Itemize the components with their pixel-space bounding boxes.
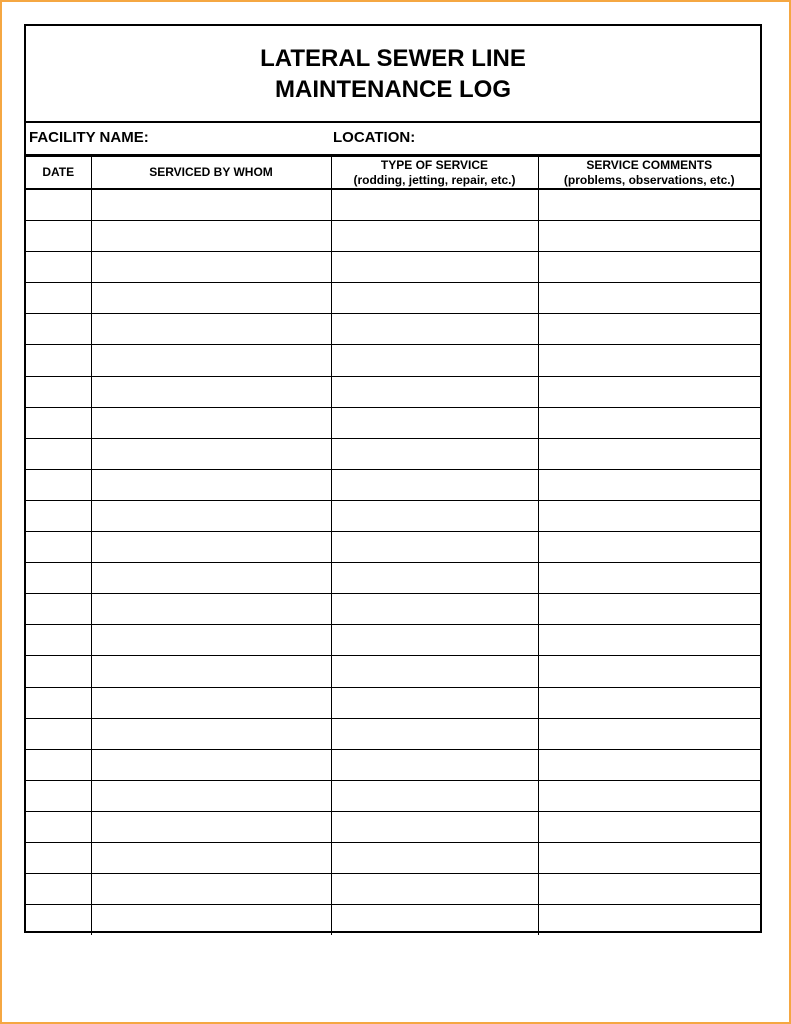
serviced-by-cell[interactable]: [91, 811, 331, 842]
serviced-by-cell[interactable]: [91, 252, 331, 283]
serviced-by-cell[interactable]: [91, 563, 331, 594]
table-row: [26, 656, 760, 687]
type-of-service-cell[interactable]: [331, 438, 538, 469]
date-cell[interactable]: [26, 563, 91, 594]
service-comments-cell[interactable]: [538, 718, 760, 749]
date-cell[interactable]: [26, 500, 91, 531]
service-comments-cell[interactable]: [538, 252, 760, 283]
service-comments-cell[interactable]: [538, 594, 760, 625]
date-cell[interactable]: [26, 874, 91, 905]
service-comments-cell[interactable]: [538, 905, 760, 936]
date-cell[interactable]: [26, 594, 91, 625]
serviced-by-cell[interactable]: [91, 749, 331, 780]
type-of-service-cell[interactable]: [331, 905, 538, 936]
serviced-by-cell[interactable]: [91, 189, 331, 221]
date-cell[interactable]: [26, 221, 91, 252]
service-comments-cell[interactable]: [538, 842, 760, 873]
date-cell[interactable]: [26, 532, 91, 563]
maintenance-log-form: [24, 24, 762, 933]
type-of-service-cell[interactable]: [331, 811, 538, 842]
service-comments-cell[interactable]: [538, 811, 760, 842]
type-of-service-cell[interactable]: [331, 221, 538, 252]
type-of-service-cell[interactable]: [331, 718, 538, 749]
table-row: [26, 407, 760, 438]
service-comments-cell[interactable]: [538, 563, 760, 594]
column-header-serviced-by: SERVICED BY WHOM: [91, 157, 331, 190]
title-line-2: MAINTENANCE LOG: [275, 75, 511, 103]
table-row: [26, 252, 760, 283]
table-row: [26, 563, 760, 594]
service-comments-cell[interactable]: [538, 345, 760, 376]
title-line-1: LATERAL SEWER LINE: [260, 44, 526, 72]
table-row: [26, 780, 760, 811]
table-row: [26, 438, 760, 469]
date-cell[interactable]: [26, 252, 91, 283]
type-of-service-cell[interactable]: [331, 842, 538, 873]
serviced-by-cell[interactable]: [91, 469, 331, 500]
serviced-by-cell[interactable]: [91, 687, 331, 718]
table-row: [26, 842, 760, 873]
date-cell[interactable]: [26, 687, 91, 718]
date-cell[interactable]: [26, 905, 91, 936]
column-header-service-comments: SERVICE COMMENTS (problems, observations, etc.): [538, 157, 760, 190]
service-comments-cell[interactable]: [538, 656, 760, 687]
date-cell[interactable]: [26, 718, 91, 749]
type-of-service-cell[interactable]: [331, 252, 538, 283]
serviced-by-cell[interactable]: [91, 438, 331, 469]
date-cell[interactable]: [26, 376, 91, 407]
service-comments-cell[interactable]: [538, 874, 760, 905]
table-row: [26, 376, 760, 407]
serviced-by-cell[interactable]: [91, 532, 331, 563]
date-cell[interactable]: [26, 469, 91, 500]
table-row: [26, 500, 760, 531]
date-cell[interactable]: [26, 283, 91, 314]
type-of-service-cell[interactable]: [331, 469, 538, 500]
table-row: [26, 532, 760, 563]
serviced-by-cell[interactable]: [91, 780, 331, 811]
type-of-service-cell[interactable]: [331, 345, 538, 376]
type-of-service-cell[interactable]: [331, 687, 538, 718]
serviced-by-cell[interactable]: [91, 625, 331, 656]
serviced-by-cell[interactable]: [91, 500, 331, 531]
type-of-service-cell[interactable]: [331, 656, 538, 687]
date-cell[interactable]: [26, 314, 91, 345]
service-comments-cell[interactable]: [538, 780, 760, 811]
serviced-by-cell[interactable]: [91, 376, 331, 407]
table-row: [26, 469, 760, 500]
page-title: [26, 26, 760, 123]
date-cell[interactable]: [26, 407, 91, 438]
serviced-by-cell[interactable]: [91, 594, 331, 625]
table-row: [26, 811, 760, 842]
date-cell[interactable]: [26, 625, 91, 656]
column-header-type-of-service: TYPE OF SERVICE (rodding, jetting, repair, etc.): [331, 157, 538, 190]
table-row: [26, 189, 760, 221]
serviced-by-cell[interactable]: [91, 221, 331, 252]
location-label: LOCATION:: [333, 129, 416, 146]
service-comments-cell[interactable]: [538, 438, 760, 469]
service-comments-cell[interactable]: [538, 221, 760, 252]
type-of-service-cell[interactable]: [331, 314, 538, 345]
table-header-row: [26, 157, 760, 190]
table-row: [26, 874, 760, 905]
type-of-service-cell[interactable]: [331, 625, 538, 656]
column-subheader: (problems, observations, etc.): [563, 172, 735, 187]
date-cell[interactable]: [26, 842, 91, 873]
serviced-by-cell[interactable]: [91, 905, 331, 936]
table-row: [26, 594, 760, 625]
log-table: [26, 156, 760, 935]
type-of-service-cell[interactable]: [331, 532, 538, 563]
serviced-by-cell[interactable]: [91, 718, 331, 749]
service-comments-cell[interactable]: [538, 407, 760, 438]
service-comments-cell[interactable]: [538, 469, 760, 500]
type-of-service-cell[interactable]: [331, 189, 538, 221]
table-row: [26, 687, 760, 718]
table-row: [26, 718, 760, 749]
table-row: [26, 905, 760, 936]
serviced-by-cell[interactable]: [91, 283, 331, 314]
type-of-service-cell[interactable]: [331, 563, 538, 594]
facility-name-label: FACILITY NAME:: [29, 129, 149, 146]
table-row: [26, 749, 760, 780]
type-of-service-cell[interactable]: [331, 749, 538, 780]
serviced-by-cell[interactable]: [91, 656, 331, 687]
date-cell[interactable]: [26, 780, 91, 811]
column-subheader: (rodding, jetting, repair, etc.): [353, 172, 516, 187]
type-of-service-cell[interactable]: [331, 283, 538, 314]
table-row: [26, 625, 760, 656]
type-of-service-cell[interactable]: [331, 874, 538, 905]
service-comments-cell[interactable]: [538, 500, 760, 531]
service-comments-cell[interactable]: [538, 532, 760, 563]
type-of-service-cell[interactable]: [331, 500, 538, 531]
table-row: [26, 314, 760, 345]
date-cell[interactable]: [26, 189, 91, 221]
service-comments-cell[interactable]: [538, 687, 760, 718]
service-comments-cell[interactable]: [538, 376, 760, 407]
table-row: [26, 221, 760, 252]
type-of-service-cell[interactable]: [331, 594, 538, 625]
service-comments-cell[interactable]: [538, 283, 760, 314]
date-cell[interactable]: [26, 345, 91, 376]
table-row: [26, 283, 760, 314]
table-row: [26, 345, 760, 376]
type-of-service-cell[interactable]: [331, 376, 538, 407]
serviced-by-cell[interactable]: [91, 842, 331, 873]
type-of-service-cell[interactable]: [331, 780, 538, 811]
service-comments-cell[interactable]: [538, 314, 760, 345]
serviced-by-cell[interactable]: [91, 314, 331, 345]
serviced-by-cell[interactable]: [91, 874, 331, 905]
date-cell[interactable]: [26, 749, 91, 780]
date-cell[interactable]: [26, 438, 91, 469]
serviced-by-cell[interactable]: [91, 345, 331, 376]
facility-row: [26, 123, 760, 156]
service-comments-cell[interactable]: [538, 625, 760, 656]
serviced-by-cell[interactable]: [91, 407, 331, 438]
service-comments-cell[interactable]: [538, 749, 760, 780]
column-header-date: DATE: [26, 157, 91, 190]
service-comments-cell[interactable]: [538, 189, 760, 221]
date-cell[interactable]: [26, 656, 91, 687]
date-cell[interactable]: [26, 811, 91, 842]
type-of-service-cell[interactable]: [331, 407, 538, 438]
